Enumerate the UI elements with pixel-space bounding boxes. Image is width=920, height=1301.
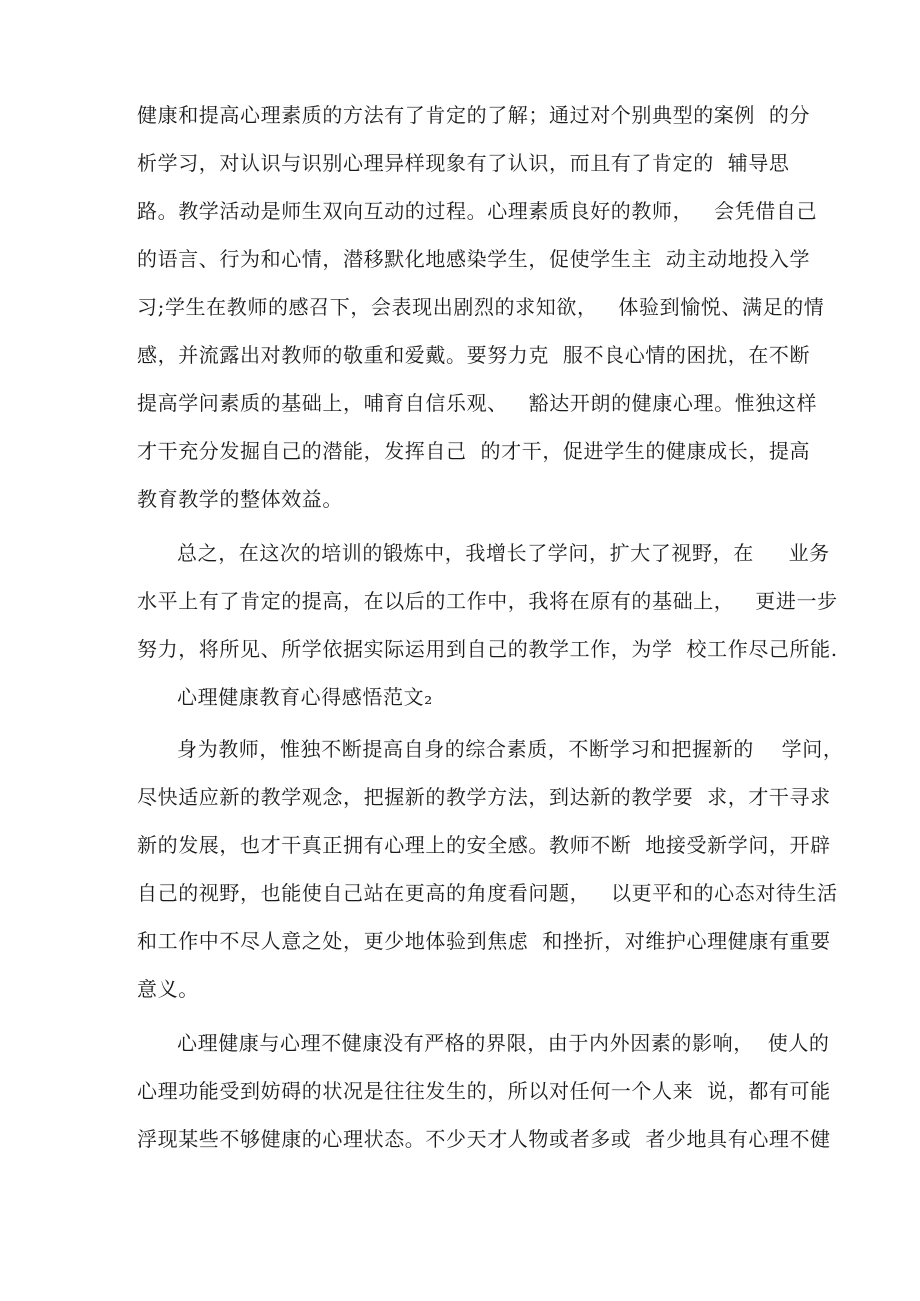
paragraph-3-line-5: 和工作中不尽人意之处，更少地体验到焦虑 和挫折，对维护心理健康有重要 — [137, 929, 831, 953]
paragraph-1-line-5: 习;学生在教师的感召下，会表现出剧烈的求知欲， 体验到愉悦、满足的情 — [137, 295, 825, 319]
paragraph-3-line-2: 尽快适应新的教学观念，把握新的教学方法，到达新的教学要 求，才干寻求 — [137, 785, 831, 809]
paragraph-2-line-3: 努力，将所见、所学依据实际运用到自己的教学工作，为学 校工作尽己所能. — [137, 637, 838, 661]
paragraph-4-line-2: 心理功能受到妨碍的状况是往往发生的，所以对任何一个人来 说，都有可能 — [137, 1079, 831, 1103]
paragraph-1-line-2: 析学习，对认识与识别心理异样现象有了认识，而且有了肯定的 辅导思 — [137, 151, 790, 175]
paragraph-1-line-4: 的语言、行为和心情，潜移默化地感染学生，促使学生主 动主动地投入学 — [137, 247, 811, 271]
paragraph-4-line-3: 浮现某些不够健康的心理状态。不少天才人物或者多或 者少地具有心理不健 — [137, 1127, 831, 1151]
paragraph-1-line-7: 提高学问素质的基础上，哺育自信乐观、 豁达开朗的健康心理。惟独这样 — [137, 391, 818, 415]
paragraph-3-line-1: 身为教师，惟独不断提高自身的综合素质，不断学习和把握新的 学问， — [177, 737, 844, 761]
paragraph-1-line-6: 感，并流露出对教师的敬重和爱戴。要努力克 服不良心情的困扰，在不断 — [137, 343, 811, 367]
paragraph-1-line-8: 才干充分发掘自己的潜能，发挥自己 的才干，促进学生的健康成长，提高 — [137, 439, 811, 463]
paragraph-3-line-4: 自己的视野，也能使自己站在更高的角度看问题， 以更平和的心态对待生活 — [137, 881, 838, 905]
paragraph-1-line-1: 健康和提高心理素质的方法有了肯定的了解；通过对个别典型的案例 的分 — [137, 103, 811, 127]
paragraph-3-line-6: 意义。 — [137, 977, 199, 1001]
paragraph-1-line-3: 路。教学活动是师生双向互动的过程。心理素质良好的教师， 会凭借自己 — [137, 199, 818, 223]
paragraph-3-line-3: 新的发展，也才干真正拥有心理上的安全感。教师不断 地接受新学问，开辟 — [137, 833, 831, 857]
paragraph-1-line-9: 教育教学的整体效益。 — [137, 487, 343, 511]
section-heading: 心理健康教育心得感悟范文₂ — [177, 685, 433, 709]
paragraph-4-line-1: 心理健康与心理不健康没有严格的界限，由于内外因素的影响， 使人的 — [177, 1031, 830, 1055]
paragraph-2-line-1: 总之，在这次的培训的锻炼中，我增长了学问，扩大了视野，在 业务 — [177, 541, 830, 565]
paragraph-2-line-2: 水平上有了肯定的提高，在以后的工作中，我将在原有的基础上， 更进一步 — [137, 589, 838, 613]
